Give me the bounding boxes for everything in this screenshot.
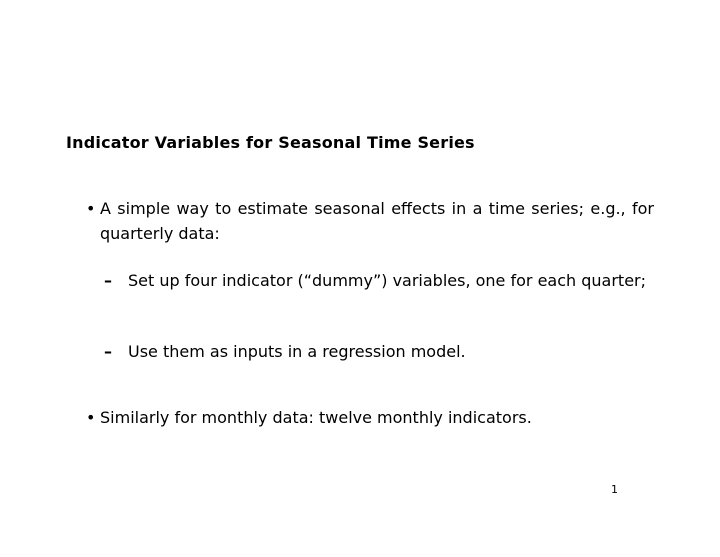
- bullet-marker: •: [86, 199, 96, 218]
- sub-bullet-text: Use them as inputs in a regression model.: [128, 342, 466, 361]
- sub-bullet-item: [104, 268, 654, 293]
- dash-marker: –: [104, 271, 112, 290]
- bullet-item: [86, 405, 654, 430]
- sub-bullet-item: [104, 339, 654, 364]
- sub-bullet-text: Set up four indicator (“dummy”) variables, one for each quarter;: [128, 271, 647, 290]
- page-number: 1: [611, 483, 618, 496]
- bullet-text: A simple way to estimate seasonal effects in a time series; e.g., for quarterly data:: [100, 199, 654, 243]
- bullet-item: [86, 196, 654, 246]
- bullet-marker: •: [86, 408, 96, 427]
- dash-marker: –: [104, 342, 112, 361]
- slide-title: Indicator Variables for Seasonal Time Series: [66, 133, 475, 152]
- bullet-text: Similarly for monthly data: twelve monthly indicators.: [100, 408, 532, 427]
